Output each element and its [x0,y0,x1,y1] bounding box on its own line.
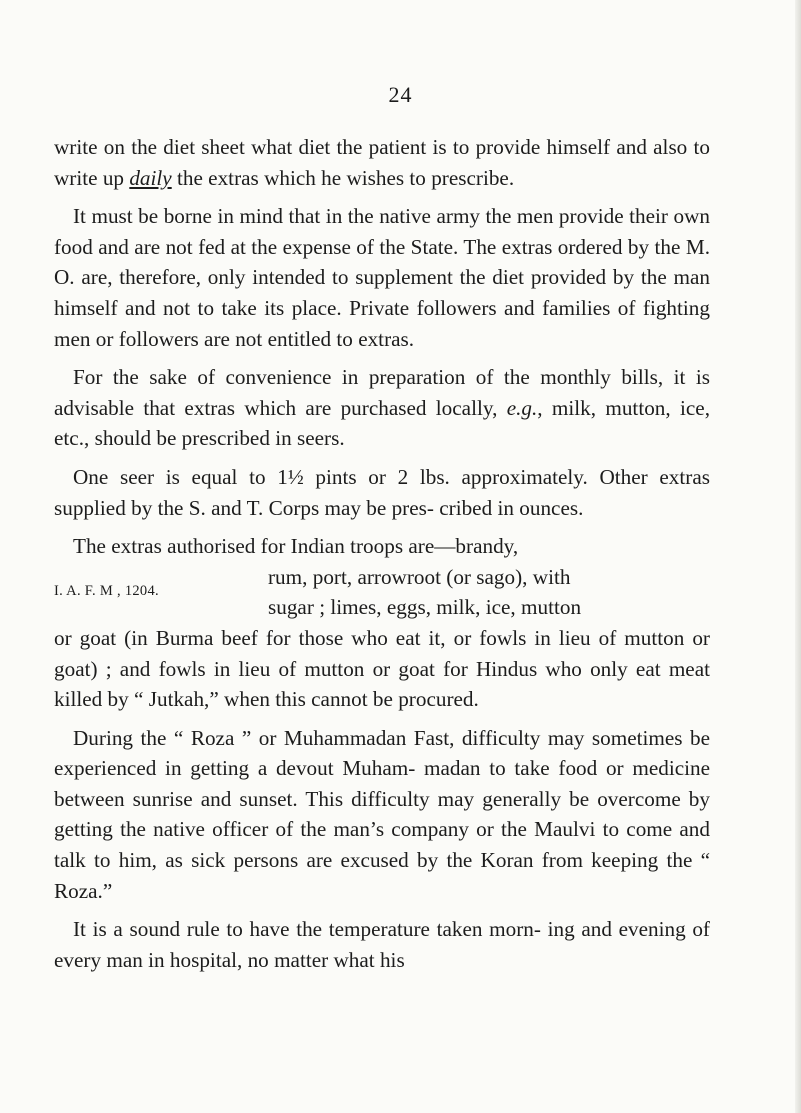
page-edge [795,0,801,1113]
extras-side-line-1: rum, port, arrowroot (or sago), with [268,564,571,589]
page-number: 24 [388,82,413,107]
extras-side-text [268,562,710,623]
extras-rest: or goat (in Burma beef for those who eat it, or fowls in lieu of mutton or goat) ; and fowls in lieu of mutton or goat for Hindus who only eat meat killed by “ Jutkah,” when this cannot be procured. [54,625,710,712]
paragraph-text: write on the diet sheet what diet the patient is to provide himself and also to write up [54,135,710,190]
paragraph-p3 [54,362,710,454]
emphasis-text: daily [129,165,172,190]
extras-first-line: The extras authorised for Indian troops are—brandy, [73,534,519,559]
paragraph-text: It must be borne in mind that in the native army the men provide their own food and are not fed at the expense of the State. The extras ordered by the M. O. are, therefore, only intended to supplement the diet provided by the man himself and not to take its place. Private followers and families of fighting men or followers are not entitled to extras. [54,204,710,351]
paragraph-p7 [54,914,710,975]
paragraph-p1 [54,132,710,193]
extras-side-row [54,562,710,623]
margin-reference-note: I. A. F. M , 1204. [54,582,159,599]
paragraph-p6 [54,723,710,907]
paragraph-p2 [54,201,710,354]
body-text [54,132,710,983]
extras-paragraph [54,531,710,562]
paragraph-text: , milk, mutton, ice, etc., should be prescribed in seers. [54,395,710,451]
paragraph-text: During the “ Roza ” or Muhammadan Fast, difficulty may sometimes be experienced in getting a devout Muham- madan to take food or medicine between sunrise and sunset. This difficulty may generally be overcome by getting the native officer of the man’s company or the Maulvi to come and talk to him, as sick persons are excused by the Koran from keeping the “ Roza.” [54,725,710,903]
paragraph-text: One seer is equal to 1½ pints or 2 lbs. approximately. Other extras supplied by the S. and T. Corps may be pres- cribed in ounces. [54,464,710,520]
extras-side-line-2: sugar ; limes, eggs, milk, ice, mutton [268,595,582,620]
paragraphs-before [54,132,710,523]
paragraph-text: It is a sound rule to have the temperature taken morn- ing and evening of every man in hospital, no matter what his [54,917,710,972]
emphasis-text: e.g. [506,395,538,420]
paragraph-text: the extras which he wishes to prescribe. [171,165,515,190]
paragraph-p4 [54,462,710,523]
paragraph-text: For the sake of convenience in preparation of the monthly bills, it is advisable that extras which are purchased locally, [54,365,710,420]
paragraphs-after [54,723,710,976]
